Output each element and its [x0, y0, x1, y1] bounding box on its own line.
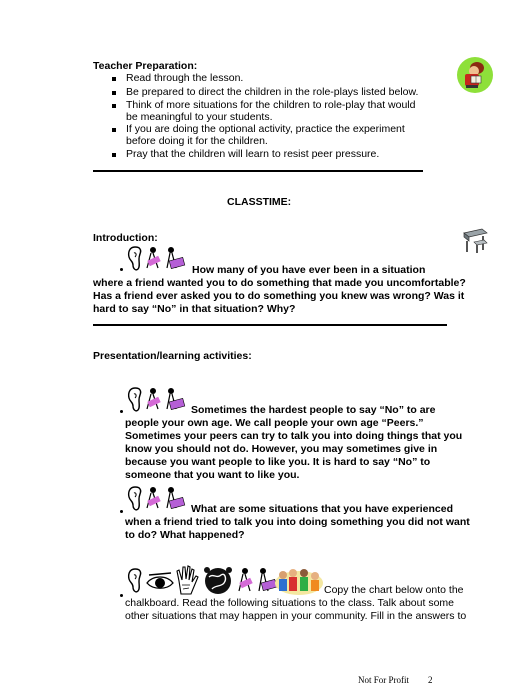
prep-item-cont: be meaningful to your students.: [126, 111, 273, 123]
prep-item: Read through the lesson.: [126, 72, 244, 84]
section-divider: [93, 170, 423, 172]
presentation-line: Sometimes your peers can try to talk you into doing things that you: [125, 430, 463, 442]
intro-line: How many of you have ever been in a situation: [192, 264, 426, 276]
presentation-line: know you should not do. However, you may sometimes give in: [125, 443, 438, 455]
children-group-icon: [275, 569, 323, 595]
prep-item: If you are doing the optional activity, practice the experiment: [126, 123, 405, 135]
ear-icon: [129, 569, 141, 592]
activity-icons-strip: [127, 561, 323, 597]
section-divider: [93, 324, 447, 326]
bullet: [120, 594, 123, 597]
intro-line: hard to say “No” in that situation? Why?: [93, 303, 296, 315]
hand-icon: [177, 566, 198, 594]
presentation-line: Copy the chart below onto the: [324, 584, 464, 596]
presentation-line: Sometimes the hardest people to say “No” to are: [191, 404, 436, 416]
presentation-line: What are some situations that you have experienced: [191, 503, 453, 515]
ear-and-talking-icon: [127, 244, 189, 274]
footer-text: Not For Profit: [358, 675, 410, 685]
eye-icon: [147, 573, 173, 588]
prep-item-cont: before doing it for the children.: [126, 135, 268, 147]
teacher-prep-heading: Teacher Preparation:: [93, 60, 198, 72]
talking-people-icon: [239, 568, 277, 591]
presentation-line: chalkboard. Read the following situations to the class. Talk about some: [125, 597, 454, 609]
bullet: [112, 104, 116, 108]
presentation-line: because you want people to like you. It is hard to say “No” to: [125, 456, 431, 468]
presentation-line: when a friend tried to talk you into doing something you did not want: [125, 516, 470, 528]
bullet: [120, 510, 123, 513]
intro-line: where a friend wanted you to do something that made you uncomfortable?: [93, 277, 466, 289]
teacher-reading-icon: [456, 56, 494, 94]
bullet: [112, 91, 116, 95]
bullet: [112, 77, 116, 81]
bullet: [120, 268, 123, 271]
ear-and-talking-icon: [127, 484, 189, 514]
classtime-heading: CLASSTIME:: [227, 196, 292, 208]
presentation-line: someone that you want to like you.: [125, 469, 300, 481]
bullet: [112, 153, 116, 157]
page-number: 2: [428, 675, 433, 685]
school-desk-icon: [460, 227, 490, 255]
intro-line: Has a friend ever asked you to do something you knew was wrong? Was it: [93, 290, 465, 302]
bullet: [120, 410, 123, 413]
presentation-line: to do? What happened?: [125, 529, 245, 541]
presentation-heading: Presentation/learning activities:: [93, 350, 252, 362]
bullet: [112, 128, 116, 132]
prep-item: Be prepared to direct the children in the role-plays listed below.: [126, 86, 419, 98]
prep-item: Think of more situations for the children to role-play that would: [126, 99, 416, 111]
globe-people-icon: [204, 567, 232, 594]
presentation-line: other situations that may happen in your community. Fill in the answers to: [125, 610, 467, 622]
ear-and-talking-icon: [127, 385, 189, 415]
introduction-heading: Introduction:: [93, 232, 158, 244]
presentation-line: people your own age. We call people your own age “Peers.”: [125, 417, 424, 429]
prep-item: Pray that the children will learn to resist peer pressure.: [126, 148, 380, 160]
